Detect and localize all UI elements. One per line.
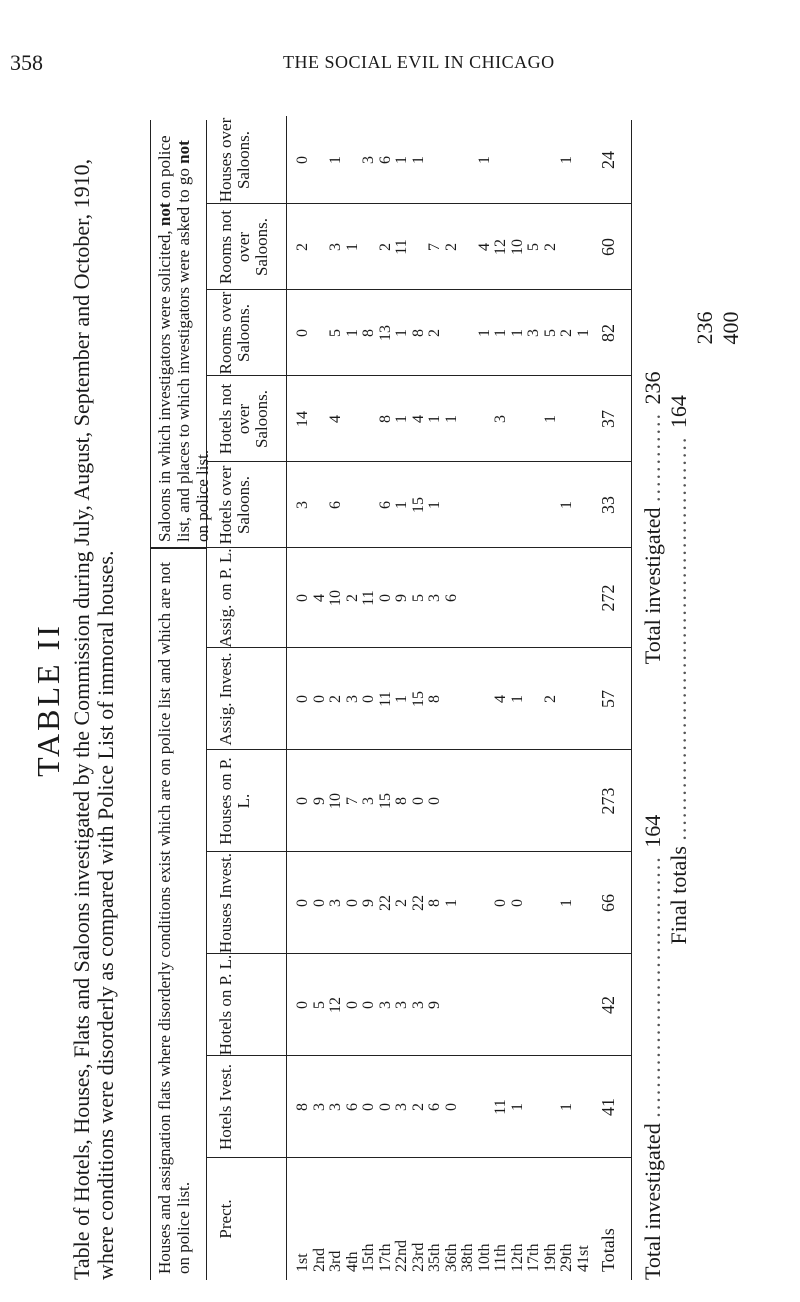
table-cell: 1: [393, 156, 410, 164]
group-right-not-1: not: [155, 202, 174, 227]
table-cell: 1: [393, 501, 410, 509]
table-cell: 8: [409, 329, 427, 337]
table-cell: 9: [360, 899, 377, 907]
table-cell: 2: [409, 1103, 427, 1111]
summary-dots: ...................................: [640, 847, 665, 1118]
table-cell: 15: [376, 793, 394, 809]
table-cell: 6: [343, 1103, 361, 1111]
data-table: [150, 117, 632, 1280]
summary-total-label: Total investigated: [640, 1123, 665, 1280]
table-cell: 3: [310, 1103, 328, 1111]
precinct-label: 11th: [492, 1244, 509, 1272]
table-cell: 9: [393, 594, 410, 602]
column-header-11: Houses over Saloons.: [207, 116, 287, 204]
precinct-label: 38th: [459, 1243, 476, 1272]
table-cell: 2: [442, 243, 460, 251]
column-9: [287, 290, 631, 376]
table-cell: 22: [376, 895, 394, 911]
precinct-label: 23rd: [409, 1242, 427, 1272]
column-6: [287, 548, 631, 648]
table-cell: 10: [327, 590, 344, 606]
table-cell: 12: [327, 997, 344, 1013]
summary-grand-total: 400: [718, 311, 743, 345]
table-cell: 0: [360, 1001, 377, 1009]
precinct-label: 3rd: [327, 1250, 344, 1272]
table-cell: 3: [393, 1103, 410, 1111]
table-cell: 0: [294, 594, 311, 602]
column-divider: [207, 1055, 631, 1056]
summary-total-value: 164: [640, 814, 665, 848]
table-cell: 4: [492, 695, 509, 703]
table-cell: 0: [492, 899, 509, 907]
page-number: 358: [10, 50, 43, 75]
total-cell: 66: [598, 894, 618, 912]
column-header-9: Rooms over Saloons.: [207, 290, 287, 376]
table-cell: 3: [492, 415, 509, 423]
table-cell: 3: [360, 797, 377, 805]
table-cell: 15: [409, 497, 427, 513]
table-cell: 22: [409, 895, 427, 911]
table-cell: [574, 750, 594, 852]
table-cell: 5: [327, 329, 344, 337]
table-cell: 2: [393, 899, 410, 907]
precinct-label: 15th: [360, 1243, 377, 1272]
table-caption: Table of Hotels, Houses, Flats and Saloons investigated by the Commission during July, August, September and October, 1910, where conditions were disorderly as compared with Police List of immoral houses.: [69, 158, 118, 1280]
table-cell: 0: [294, 797, 311, 805]
column-divider: [151, 547, 631, 548]
table-cell: 7: [426, 243, 443, 251]
table-cell: 1: [475, 156, 493, 164]
column-10: [287, 204, 631, 290]
precinct-label: 17th: [525, 1243, 542, 1272]
table-cell: [574, 548, 594, 648]
column-8: [287, 376, 631, 462]
precinct-label: 17th: [376, 1243, 394, 1272]
precinct-label: 35th: [426, 1243, 443, 1272]
column-header-1: Hotels Ivest.: [207, 1056, 287, 1158]
column-0: [287, 1158, 631, 1280]
table-cell: 0: [294, 1001, 311, 1009]
precinct-label: 19th: [541, 1243, 559, 1272]
table-cell: 0: [376, 1103, 394, 1111]
table-cell: 5: [525, 243, 542, 251]
totals-label: Totals: [598, 1228, 618, 1272]
column-header-7: Hotels over Saloons.: [207, 462, 287, 548]
table-cell: 11: [376, 691, 394, 707]
table-cell: 0: [360, 695, 377, 703]
summary-dots-3: ......................................................: [666, 428, 691, 841]
table-cell: 7: [343, 797, 361, 805]
summary-final-label: Final totals: [666, 846, 691, 945]
column-3: [287, 852, 631, 954]
table-cell: 3: [360, 156, 377, 164]
table-cell: 0: [294, 695, 311, 703]
table-cell: 10: [327, 793, 344, 809]
table-cell: 0: [294, 329, 311, 337]
table-cell: 8: [360, 329, 377, 337]
table-cell: 1: [327, 156, 344, 164]
total-cell: 273: [598, 787, 618, 815]
table-cell: 3: [327, 899, 344, 907]
column-divider: [207, 289, 631, 290]
column-divider: [207, 461, 631, 462]
group-right-text-a: Saloons in which investigators were solicited,: [155, 230, 174, 542]
table-cell: 1: [558, 899, 575, 907]
table-cell: 0: [376, 594, 394, 602]
table-cell: 0: [508, 899, 526, 907]
table-cell: 0: [442, 1103, 460, 1111]
table-cell: 3: [327, 243, 344, 251]
table-cell: 1: [393, 329, 410, 337]
table-cell: 3: [294, 501, 311, 509]
column-5: [287, 648, 631, 750]
table-cell: 1: [508, 1103, 526, 1111]
column-header-2: Hotels on P. L.: [207, 954, 287, 1056]
column-divider: [207, 953, 631, 954]
column-divider: [207, 647, 631, 648]
summary-row-final-totals: [666, 120, 692, 1280]
precinct-label: 29th: [558, 1243, 575, 1272]
summary-row-final-2: [692, 120, 718, 1280]
table-cell: 6: [426, 1103, 443, 1111]
column-header-10: Rooms not over Saloons.: [207, 204, 287, 290]
table-cell: 8: [376, 415, 394, 423]
column-divider: [207, 375, 631, 376]
table-cell: 8: [426, 695, 443, 703]
total-cell: 272: [598, 584, 618, 612]
precinct-label: 1st: [294, 1253, 311, 1272]
column-divider: [207, 749, 631, 750]
table-cell: 1: [393, 415, 410, 423]
group-right-text-e: on police list.: [193, 449, 212, 542]
summary-final-value-2: 236: [692, 311, 717, 345]
summary-total-label-2: Total investigated: [640, 507, 665, 665]
precinct-label: 22nd: [393, 1240, 410, 1272]
precinct-label: 2nd: [310, 1248, 328, 1272]
column-11: [287, 116, 631, 204]
page-header: [0, 0, 800, 75]
table-cell: 6: [376, 156, 394, 164]
table-cell: 9: [426, 1001, 443, 1009]
precinct-label: 41st: [574, 1245, 592, 1272]
table-cell: 9: [310, 797, 328, 805]
table-title: TABLE II: [30, 623, 66, 777]
table-cell: 1: [426, 415, 443, 423]
column-divider: [207, 851, 631, 852]
total-cell: 57: [598, 690, 618, 708]
table-cell: 3: [409, 1001, 427, 1009]
summary-final-value-1: 164: [666, 395, 691, 429]
table-cell: [574, 462, 594, 548]
table-cell: 2: [327, 695, 344, 703]
table-cell: 1: [574, 329, 592, 337]
table-cell: 0: [294, 156, 311, 164]
table-cell: 6: [327, 501, 344, 509]
group-right-not-2: not: [174, 140, 193, 164]
summary-total-value-2: 236: [640, 371, 665, 405]
table-cell: 1: [343, 243, 361, 251]
column-4: [287, 750, 631, 852]
table-cell: [574, 852, 594, 954]
table-cell: 1: [558, 1103, 575, 1111]
table-cell: 6: [442, 594, 460, 602]
table-cell: 1: [508, 329, 526, 337]
table-cell: 8: [294, 1103, 311, 1111]
table-cell: 8: [393, 797, 410, 805]
column-header-4: Houses on P. L.: [207, 750, 287, 852]
precinct-label: 10th: [475, 1243, 493, 1272]
table-cell: 2: [541, 695, 559, 703]
table-cell: 4: [475, 243, 493, 251]
table-cell: 12: [492, 239, 509, 255]
table-cell: 0: [343, 899, 361, 907]
table-cell: 2: [376, 243, 394, 251]
total-cell: 24: [598, 151, 618, 169]
group-right-text-c: on police list, and places to which investigators were asked to go: [155, 135, 193, 542]
table-cell: 15: [409, 691, 427, 707]
table-cell: 5: [409, 594, 427, 602]
column-header-3: Houses Invest.: [207, 852, 287, 954]
precinct-label: 36th: [442, 1243, 460, 1272]
column-7: [287, 462, 631, 548]
table-cell: 0: [360, 1103, 377, 1111]
rotated-table-page: [20, 117, 743, 1280]
table-cell: 0: [294, 899, 311, 907]
total-cell: 41: [598, 1098, 618, 1116]
table-cell: [574, 1056, 594, 1158]
column-header-8: Hotels not over Saloons.: [207, 376, 287, 462]
table-cell: 2: [541, 243, 559, 251]
table-cell: 3: [376, 1001, 394, 1009]
column-divider: [207, 1157, 631, 1158]
table-cell: 1: [558, 156, 575, 164]
table-cell: 14: [294, 411, 311, 427]
column-header-6: Assig. on P. L.: [207, 548, 287, 648]
table-cell: 1: [442, 899, 460, 907]
table-cell: [574, 648, 594, 750]
column-2: [287, 954, 631, 1056]
table-cell: 5: [541, 329, 559, 337]
table-cell: 1: [343, 329, 361, 337]
running-head: THE SOCIAL EVIL IN CHICAGO: [283, 52, 555, 72]
table-cell: 1: [492, 329, 509, 337]
summary-row-total-investigated: [640, 120, 666, 1280]
precinct-label: 12th: [508, 1243, 526, 1272]
table-cell: 3: [343, 695, 361, 703]
table-cell: 0: [310, 899, 328, 907]
table-cell: 10: [508, 239, 526, 255]
table-cell: 2: [426, 329, 443, 337]
total-cell: 33: [598, 496, 618, 514]
table-cell: 0: [343, 1001, 361, 1009]
column-divider: [207, 203, 631, 204]
table-cell: 5: [310, 1001, 328, 1009]
column-1: [287, 1056, 631, 1158]
table-cell: 4: [409, 415, 427, 423]
table-cell: 4: [327, 415, 344, 423]
total-cell: 82: [598, 324, 618, 342]
table-cell: [574, 954, 594, 1056]
table-cell: [574, 376, 594, 462]
table-cell: 0: [426, 797, 443, 805]
table-cell: 11: [492, 1099, 509, 1115]
column-header-5: Assig. Invest.: [207, 648, 287, 750]
table-cell: 1: [475, 329, 493, 337]
table-cell: 8: [426, 899, 443, 907]
table-cell: 1: [393, 695, 410, 703]
table-cell: 2: [343, 594, 361, 602]
total-cell: 37: [598, 410, 618, 428]
table-cell: 11: [360, 590, 377, 606]
summary: [640, 120, 744, 1280]
table-cell: 1: [558, 501, 575, 509]
table-cell: 1: [541, 415, 559, 423]
table-cell: 2: [558, 329, 575, 337]
table-cell: 1: [442, 415, 460, 423]
column-header-0: Prect.: [207, 1158, 287, 1280]
table-cell: [574, 204, 594, 290]
table-cell: 2: [294, 243, 311, 251]
table-cell: 0: [409, 797, 427, 805]
summary-row-grand: [718, 120, 744, 1280]
table-cell: 3: [426, 594, 443, 602]
table-cell: 4: [310, 594, 328, 602]
group-header-houses: Houses and assignation flats where disorderly conditions exist which are on police list and which are not on police list.: [151, 548, 207, 1280]
table-cell: 0: [310, 695, 328, 703]
table-cell: 6: [376, 501, 394, 509]
total-cell: 60: [598, 238, 618, 256]
precinct-label: 4th: [343, 1251, 361, 1272]
table-cell: 3: [327, 1103, 344, 1111]
summary-dots-2: ............: [640, 404, 665, 502]
table-cell: 1: [426, 501, 443, 509]
table-cell: [574, 116, 594, 204]
table-cell: 13: [376, 325, 394, 341]
table-cell: 11: [393, 239, 410, 255]
group-header-saloons: [151, 120, 212, 548]
table-cell: 1: [508, 695, 526, 703]
table-cell: 1: [409, 156, 427, 164]
table-cell: 3: [525, 329, 542, 337]
table-cell: 3: [393, 1001, 410, 1009]
total-cell: 42: [598, 996, 618, 1014]
